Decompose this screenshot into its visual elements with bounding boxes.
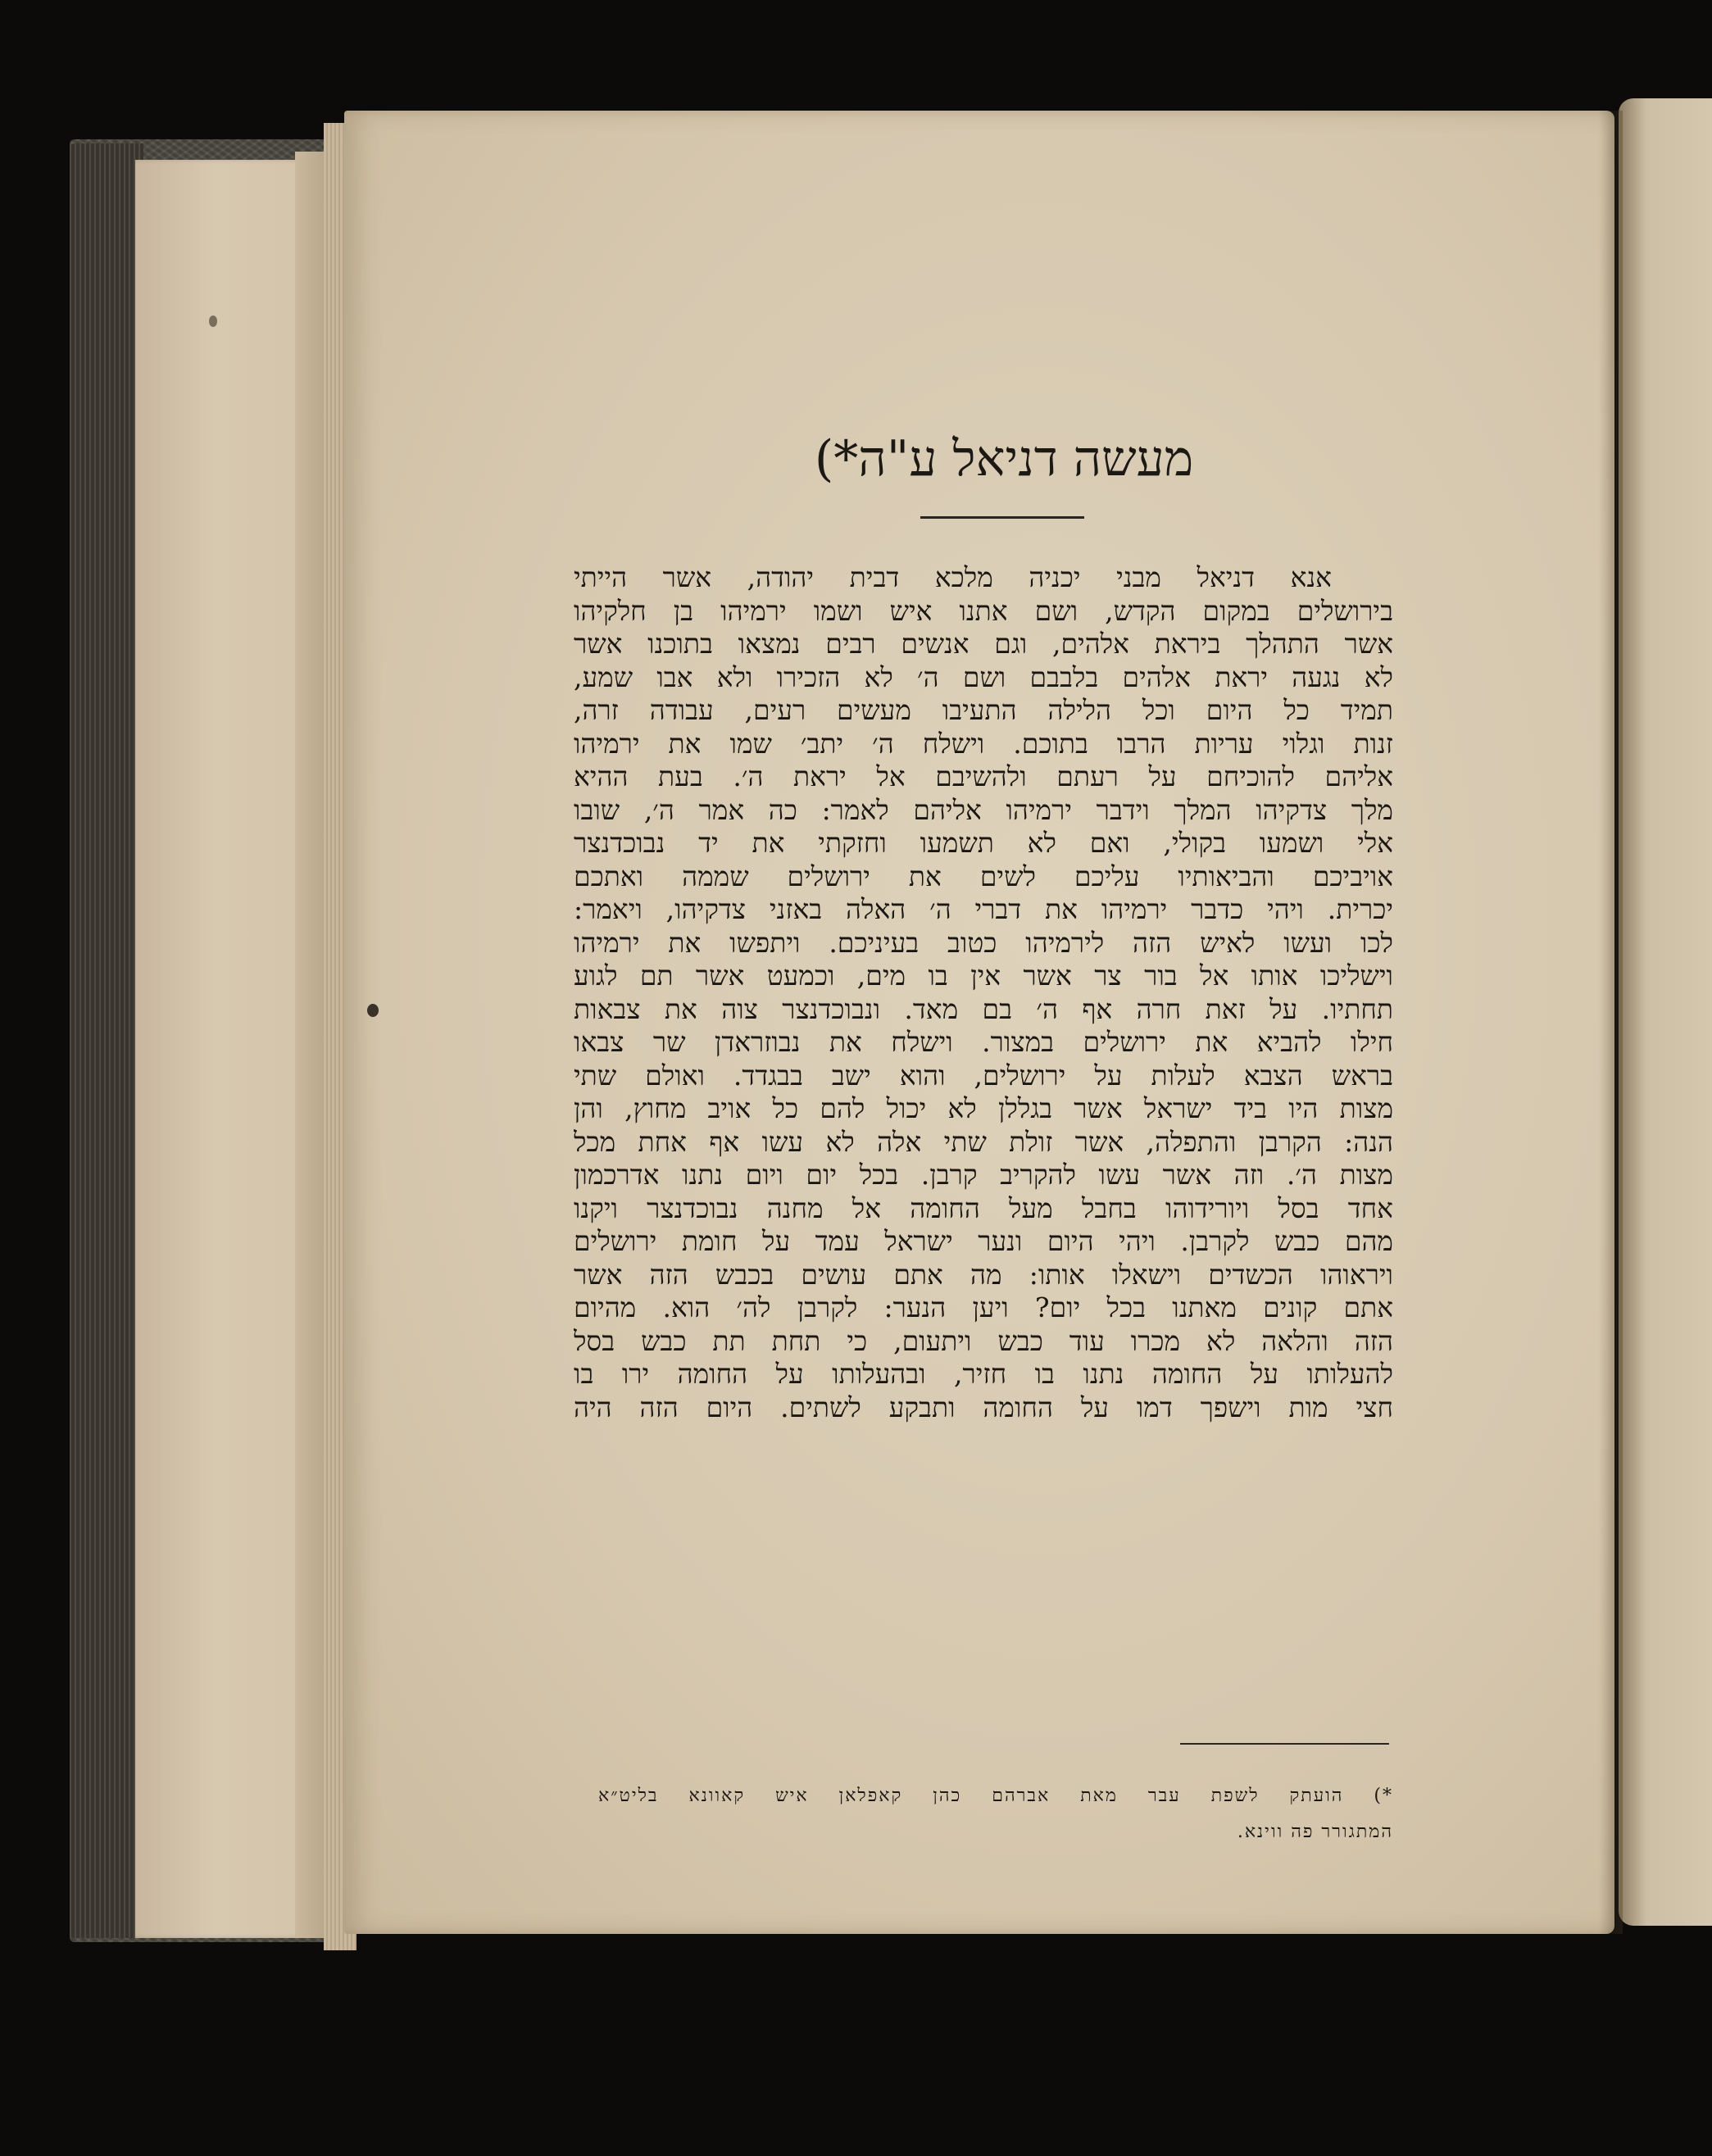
text-line: יכרית. ויהי כדבר ירמיהו את דברי ה׳ האלה באזני צדקיהו, ויאמר:: [574, 893, 1393, 925]
page-title: מעשה דניאל ע"ה*): [814, 430, 1194, 488]
text-line: וישליכו אותו אל בור צר אשר אין בו מים, וכמעט אשר תם לגוע: [574, 960, 1393, 992]
text-line: אנא דניאל מבני יכניה מלכא דבית יהודה, אשר הייתי: [574, 561, 1332, 593]
text-line: אשר התהלך ביראת אלהים, וגם אנשים רבים נמצאו בתוכנו אשר: [574, 628, 1393, 660]
body-text: [574, 561, 1393, 1424]
text-line: חילו להביא את ירושלים במצור. וישלח את נבוזראדן שר צבאו: [574, 1026, 1393, 1058]
book-spine: [70, 143, 143, 1938]
text-line: הנה: הקרבן והתפלה, אשר זולת שתי אלה לא עשו אף אחת מכל: [574, 1125, 1393, 1158]
text-line: תחתיו. על זאת חרה אף ה׳ בם מאד. ונבוכדנצר צוה את צבאות: [574, 992, 1393, 1025]
text-line: תמיד כל היום וכל הלילה התעיבו מעשים רעים, עבודה זרה,: [574, 694, 1393, 726]
text-line: הזה והלאה לא מכרו עוד כבש ויתעום, כי תחת תת כבש בסל: [574, 1324, 1393, 1357]
text-line: מצות היו ביד ישראל אשר בגללן לא יכול להם כל אויב מחוץ, והן: [574, 1092, 1393, 1124]
text-line: מצות ה׳. וזה אשר עשו להקריב קרבן. בכל יום ויום נתנו אדרכמון: [574, 1159, 1393, 1191]
footnote-line: *) הועתק לשפת עבר מאת אברהם כהן קאפלאן איש קאוונא בליט״א: [598, 1786, 1393, 1806]
text-line: להעלותו על החומה נתנו בו חזיר, ובהעלותו על החומה ירו בו: [574, 1358, 1393, 1390]
text-line: אויביכם והביאותיו עליכם לשים את ירושלים שממה ואתכם: [574, 860, 1393, 892]
text-line: לא נגעה יראת אלהים בלבבם ושם ה׳ לא הזכירו ולא אבו שמע,: [574, 660, 1393, 693]
text-line: חצי מות וישפך דמו על החומה ותבקע לשתים. היום הזה היה: [574, 1391, 1393, 1423]
title-rule: [920, 516, 1084, 519]
text-line: מהם כבש לקרבן. ויהי היום ונער ישראל עמד על חומת ירושלים: [574, 1225, 1393, 1257]
page-speck: [209, 315, 217, 327]
page-speck: [367, 1004, 379, 1017]
next-page-edge: [1619, 98, 1712, 1926]
text-line: מלך צדקיהו המלך וידבר ירמיהו אליהם לאמר: כה אמר ה׳, שובו: [574, 793, 1393, 826]
text-line: לכו ועשו לאיש הזה לירמיהו כטוב בעיניכם. ויתפשו את ירמיהו: [574, 926, 1393, 959]
text-line: ויראוהו הכשדים וישאלו אותו: מה אתם עושים בכבש הזה אשר: [574, 1258, 1393, 1291]
text-line: בראש הצבא לעלות על ירושלים, והוא ישב בבגדד. ואולם שתי: [574, 1059, 1393, 1092]
text-line: אלי ושמעו בקולי, ואם לא תשמעו וחזקתי את יד נבוכדנצר: [574, 827, 1393, 859]
text-line: אחד בסל ויורידוהו בחבל מעל החומה אל מחנה נבוכדנצר ויקנו: [574, 1191, 1393, 1224]
footnote-line: המתגורר פה ווינא.: [1237, 1822, 1393, 1842]
text-line: אליהם להוכיחם על רעתם ולהשיבם אל יראת ה׳. בעת ההיא: [574, 760, 1393, 792]
text-line: אתם קונים מאתנו בכל יום? ויען הנער: לקרבן לה׳ הוא. מהיום: [574, 1291, 1393, 1323]
text-line: בירושלים במקום הקדש, ושם אתנו איש ושמו ירמיהו בן חלקיהו: [574, 594, 1393, 627]
text-line: זנות וגלוי עריות הרבו בתוכם. וישלח ה׳ יתב׳ שמו את ירמיהו: [574, 727, 1393, 760]
page-gutter-shadow: [1598, 111, 1623, 1934]
footnote: [598, 1778, 1393, 1850]
footnote-rule: [1180, 1743, 1389, 1745]
